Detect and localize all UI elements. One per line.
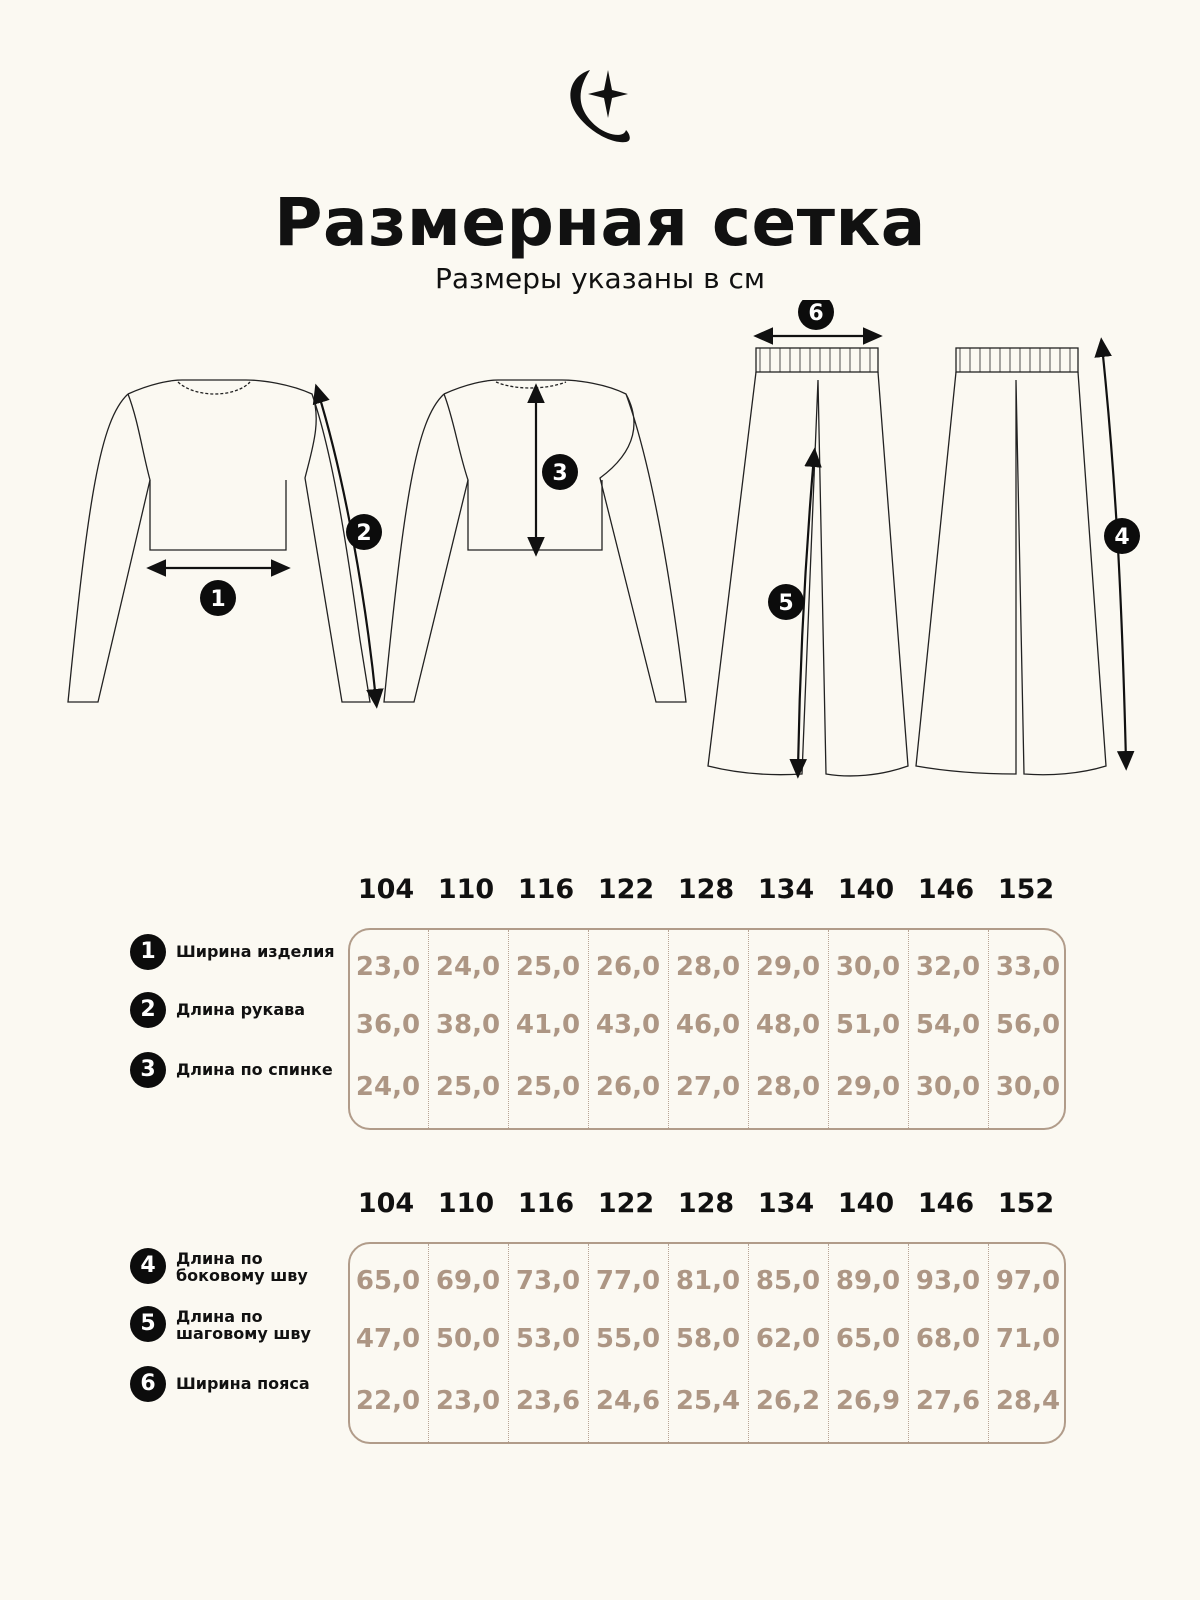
row-label-text: Длина по шаговому шву <box>176 1307 311 1343</box>
row-label-text: Ширина изделия <box>176 942 335 961</box>
pants-front-drawing <box>708 348 908 776</box>
table-cell: 50,0 <box>435 1324 501 1354</box>
table-cell: 65,0 <box>355 1266 421 1296</box>
values-grid <box>348 928 1066 1130</box>
row-number-badge: 6 <box>130 1366 166 1402</box>
row-label <box>130 934 350 974</box>
size-header-110: 110 <box>437 874 495 905</box>
row-label <box>130 1306 350 1346</box>
page-subtitle: Размеры указаны в см <box>435 262 765 295</box>
size-header-146: 146 <box>917 874 975 905</box>
table-cell: 41,0 <box>515 1010 581 1040</box>
table-cell: 29,0 <box>835 1072 901 1102</box>
table-cell: 30,0 <box>915 1072 981 1102</box>
size-header-128: 128 <box>677 874 735 905</box>
size-header-104: 104 <box>357 1188 415 1219</box>
row-label <box>130 1366 350 1406</box>
size-header-140: 140 <box>837 874 895 905</box>
svg-text:6: 6 <box>808 301 824 326</box>
size-header-116: 116 <box>517 1188 575 1219</box>
table-cell: 27,0 <box>675 1072 741 1102</box>
size-header-146: 146 <box>917 1188 975 1219</box>
table-cell: 26,0 <box>595 1072 661 1102</box>
table-cell: 24,6 <box>595 1386 661 1416</box>
row-label <box>130 1248 350 1288</box>
table-cell: 30,0 <box>835 952 901 982</box>
size-header-116: 116 <box>517 874 575 905</box>
table-cell: 69,0 <box>435 1266 501 1296</box>
size-header-row <box>346 874 1066 914</box>
table-cell: 25,0 <box>515 1072 581 1102</box>
table-cell: 93,0 <box>915 1266 981 1296</box>
table-cell: 55,0 <box>595 1324 661 1354</box>
table-cell: 24,0 <box>435 952 501 982</box>
table-cell: 73,0 <box>515 1266 581 1296</box>
marker-badge-2 <box>346 514 382 550</box>
size-header-110: 110 <box>437 1188 495 1219</box>
table-cell: 97,0 <box>995 1266 1061 1296</box>
marker-badge-5 <box>768 584 804 620</box>
table-cell: 25,0 <box>435 1072 501 1102</box>
table-cell: 26,9 <box>835 1386 901 1416</box>
row-label-text: Длина рукава <box>176 1000 306 1019</box>
row-number-badge: 4 <box>130 1248 166 1284</box>
size-header-152: 152 <box>997 874 1055 905</box>
size-header-134: 134 <box>757 874 815 905</box>
table-cell: 36,0 <box>355 1010 421 1040</box>
table-cell: 29,0 <box>755 952 821 982</box>
table-cell: 23,0 <box>435 1386 501 1416</box>
table-cell: 26,0 <box>595 952 661 982</box>
table-cell: 32,0 <box>915 952 981 982</box>
table-cell: 28,0 <box>675 952 741 982</box>
table-cell: 62,0 <box>755 1324 821 1354</box>
table-cell: 22,0 <box>355 1386 421 1416</box>
row-number-badge: 1 <box>130 934 166 970</box>
svg-text:5: 5 <box>778 591 794 616</box>
table-cell: 25,4 <box>675 1386 741 1416</box>
table-cell: 65,0 <box>835 1324 901 1354</box>
garment-diagram <box>0 300 1200 820</box>
svg-text:4: 4 <box>1114 525 1130 550</box>
svg-text:1: 1 <box>210 587 226 612</box>
table-cell: 23,6 <box>515 1386 581 1416</box>
row-label-text: Длина по боковому шву <box>176 1249 308 1285</box>
row-label-text: Ширина пояса <box>176 1374 310 1393</box>
size-header-128: 128 <box>677 1188 735 1219</box>
table-cell: 43,0 <box>595 1010 661 1040</box>
row-number-badge: 2 <box>130 992 166 1028</box>
row-label <box>130 992 350 1032</box>
pants-back-drawing <box>916 348 1106 775</box>
table-cell: 24,0 <box>355 1072 421 1102</box>
row-number-badge: 3 <box>130 1052 166 1088</box>
top-size-table <box>0 874 1200 1114</box>
table-cell: 77,0 <box>595 1266 661 1296</box>
table-cell: 53,0 <box>515 1324 581 1354</box>
marker-badge-1 <box>200 580 236 616</box>
table-cell: 68,0 <box>915 1324 981 1354</box>
table-cell: 71,0 <box>995 1324 1061 1354</box>
table-cell: 26,2 <box>755 1386 821 1416</box>
size-header-140: 140 <box>837 1188 895 1219</box>
size-header-104: 104 <box>357 874 415 905</box>
table-cell: 46,0 <box>675 1010 741 1040</box>
marker-badge-4 <box>1104 518 1140 554</box>
marker-badge-6 <box>798 300 834 330</box>
table-cell: 38,0 <box>435 1010 501 1040</box>
table-cell: 28,4 <box>995 1386 1061 1416</box>
table-cell: 30,0 <box>995 1072 1061 1102</box>
table-cell: 89,0 <box>835 1266 901 1296</box>
table-cell: 25,0 <box>515 952 581 982</box>
table-cell: 33,0 <box>995 952 1061 982</box>
svg-text:3: 3 <box>552 461 568 486</box>
table-cell: 28,0 <box>755 1072 821 1102</box>
row-number-badge: 5 <box>130 1306 166 1342</box>
table-cell: 58,0 <box>675 1324 741 1354</box>
table-cell: 47,0 <box>355 1324 421 1354</box>
size-header-122: 122 <box>597 1188 655 1219</box>
row-label-text: Длина по спинке <box>176 1060 333 1079</box>
row-label <box>130 1052 350 1092</box>
bottom-size-table <box>0 1188 1200 1428</box>
table-cell: 81,0 <box>675 1266 741 1296</box>
table-cell: 54,0 <box>915 1010 981 1040</box>
top-front-drawing <box>68 380 370 702</box>
table-cell: 27,6 <box>915 1386 981 1416</box>
table-cell: 85,0 <box>755 1266 821 1296</box>
size-header-152: 152 <box>997 1188 1055 1219</box>
table-cell: 56,0 <box>995 1010 1061 1040</box>
brand-logo-icon <box>560 64 646 154</box>
values-grid <box>348 1242 1066 1444</box>
table-cell: 51,0 <box>835 1010 901 1040</box>
table-cell: 23,0 <box>355 952 421 982</box>
size-header-134: 134 <box>757 1188 815 1219</box>
size-header-row <box>346 1188 1066 1228</box>
table-cell: 48,0 <box>755 1010 821 1040</box>
svg-text:2: 2 <box>356 521 372 546</box>
size-header-122: 122 <box>597 874 655 905</box>
marker-badge-3 <box>542 454 578 490</box>
page-title: Размерная сетка <box>274 184 926 261</box>
